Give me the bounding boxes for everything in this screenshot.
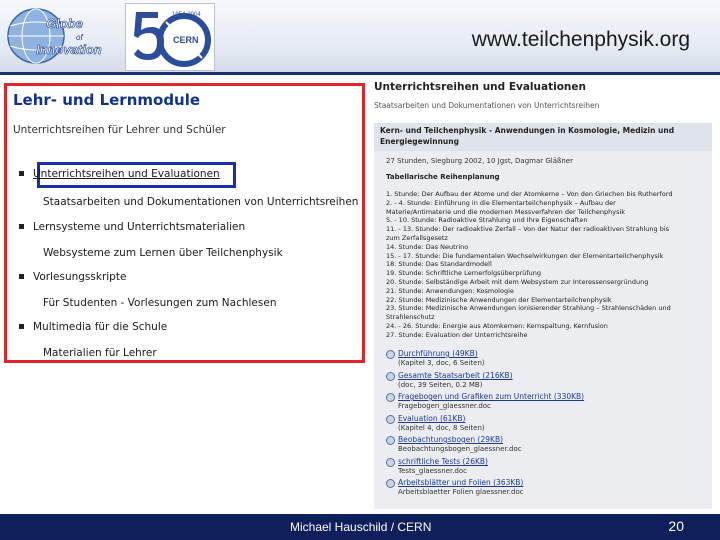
rp-table-title: Tabellarische Reihenplanung [386,173,500,181]
file-row [386,349,708,371]
globe-of-innovation-logo [6,4,118,66]
plan-line: 1. Stunde: Der Aufbau der Atome und der Atomkerne – Von den Griechen bis Rutherford [386,190,673,198]
unterrichtsreihen-panel [372,79,712,509]
file-row [386,435,708,457]
document-icon [386,393,395,402]
rp-meta: 27 Stunden, Siegburg 2002, 10 Jgst, Dagmar Gläßner [386,157,574,165]
rp-box-title: Kern- und Teilchenphysik - Anwendungen in Kosmologie, Medizin und Energiegewinnung [380,126,675,146]
bullet-icon [19,224,24,229]
file-note: Fragebogen_glaessner.doc [398,402,491,410]
slide-footer [0,514,720,540]
lp-item-unterrichtsreihen[interactable] [33,168,220,180]
lp-item-sub: Für Studenten - Vorlesungen zum Nachlesen [43,297,277,309]
plan-line: 27. Stunde: Evaluation der Unterrichtsreihe [386,330,528,339]
plan-line: 5. - 10. Stunde: Radioaktive Strahlung und Ihre Eigenschaften [386,216,588,225]
slide-header [0,0,720,72]
file-note: (doc, 39 Seiten, 0.2 MB) [398,380,483,389]
logo-globe-word-3: Innovation [36,42,102,57]
document-icon [386,458,395,467]
file-link[interactable]: Evaluation (61KB) [398,413,466,423]
site-url: www.teilchenphysik.org [471,28,690,51]
lp-item-label: Unterrichtsreihen und Evaluationen [33,168,220,180]
plan-line: 23. Stunde: Medizinische Anwendungen ionisierender Strahlung – Strahlenschäden und [386,304,671,313]
rp-title: Unterrichtsreihen und Evaluationen [374,81,586,93]
bullet-icon [19,324,24,329]
plan-line: 22. Stunde: Medizinische Anwendungen der Elementarteilchenphysik [386,295,612,304]
lp-item-sub: Materialien für Lehrer [43,347,157,359]
lp-item-label: Multimedia für die Schule [33,321,168,333]
footer-author: Michael Hauschild / CERN [290,520,432,534]
plan-line: 14. Stunde: Das Neutrino [386,242,469,251]
lp-subtitle: Unterrichtsreihen für Lehrer und Schüler [13,124,226,136]
plan-line: 24. - 26. Stunde: Energie aus Atomkernen: Kernspaltung, Kernfusion [386,321,608,330]
lp-item-label: Vorlesungsskripte [33,271,127,283]
lp-item-vorlesungsskripte[interactable] [33,271,126,283]
document-icon [386,350,395,359]
document-icon [386,415,395,424]
bullet-icon [19,171,24,176]
file-row [386,457,708,479]
document-icon [386,372,395,381]
plan-line: Materie/Antimaterie und die modernen Messverfahren der Teilchenphysik [386,207,626,216]
file-note: (Kapitel 4, doc, 8 Seiten) [398,423,485,432]
file-note: Arbeitsblaetter Folien glaessner.doc [398,488,524,496]
plan-line: 11. - 13. Stunde: Der radioaktive Zerfall – Von der Natur der radioaktiven Strahlung bis [386,225,670,234]
rp-box-header [374,123,712,151]
header-divider [0,72,720,75]
plan-line: 15. - 17. Stunde: Die fundamentalen Wechselwirkungen der Elementarteilchenphysik [386,251,664,260]
file-row [386,414,708,436]
document-icon [386,479,395,488]
file-link[interactable]: Arbeitsblätter und Folien (363KB) [398,478,524,487]
plan-line: 2. - 4. Stunde: Einführung in die Elementarteilchenphysik – Aufbau der [386,198,616,207]
plan-line: 19. Stunde: Schriftliche Lernerfolgsüberprüfung [386,269,542,278]
file-row [386,392,708,414]
lehr-lernmodule-panel [4,83,365,363]
plan-line: 18. Stunde: Das Standardmodell [386,260,492,269]
lp-item-lernsysteme[interactable] [33,221,245,233]
lp-item-sub: Websysteme zum Lernen über Teilchenphysik [43,247,283,259]
rp-subtitle: Staatsarbeiten und Dokumentationen von Unterrichtsreihen [374,101,600,110]
plan-line: Strahlenschutz [386,313,435,322]
file-link[interactable]: Beobachtungsbogen (29KB) [398,435,504,444]
file-row [386,478,708,500]
lp-title: Lehr- und Lernmodule [13,91,201,109]
file-note: (Kapitel 3, doc, 6 Seiten) [398,359,485,367]
logo-globe-word-2: of [76,33,83,42]
reihenplanung-list [386,190,708,340]
plan-line: 21. Stunde: Anwendungen: Kosmologie [386,286,514,295]
file-link[interactable]: schriftliche Tests (26KB) [398,456,488,466]
page-number: 20 [668,518,684,534]
lp-item-sub: Staatsarbeiten und Dokumentationen von Unterrichtsreihen [43,196,359,208]
file-note: Tests_glaessner.doc [398,466,467,475]
document-icon [386,436,395,445]
lp-item-multimedia[interactable] [33,321,167,333]
file-link[interactable]: Gesamte Staatsarbeit (216KB) [398,370,513,380]
cern-50-years-logo [125,3,215,71]
logo-globe-word-1: Globe [46,16,83,31]
file-row [386,371,708,393]
logo-cern-text: CERN [173,35,199,45]
logo-cern-years: 1954-2004 [172,12,201,18]
bullet-icon [19,274,24,279]
file-link[interactable]: Durchführung (49KB) [398,349,478,358]
plan-line: 20. Stunde: Selbständige Arbeit mit dem Websystem zur Interessensergründung [386,277,649,286]
lp-item-label: Lernsysteme und Unterrichtsmaterialien [33,221,246,233]
file-link[interactable]: Fragebogen und Grafiken zum Unterricht (330KB) [398,392,585,401]
file-list [386,349,708,500]
plan-line: zum Zerfallsgesetz [386,233,448,242]
file-note: Beobachtungsbogen_glaessner.doc [398,445,522,453]
